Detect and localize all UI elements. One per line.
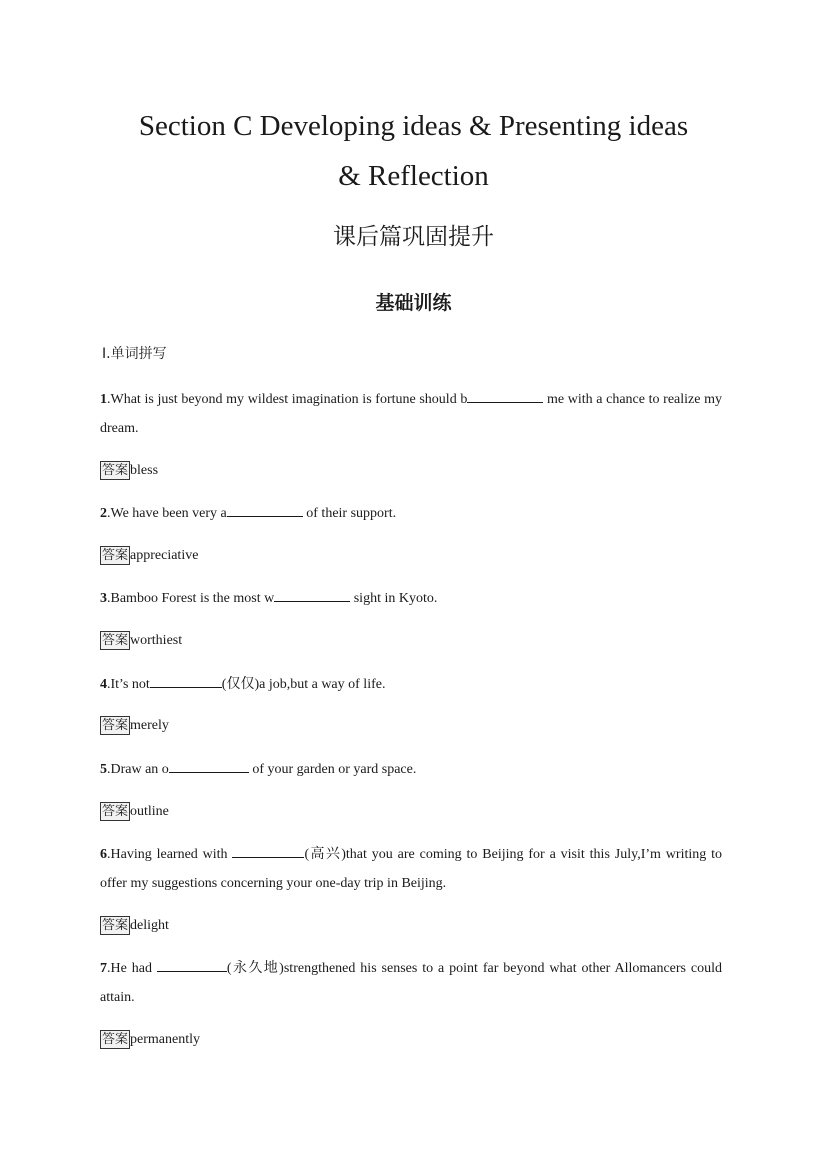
answer-blank[interactable] xyxy=(157,957,227,972)
answer-blank[interactable] xyxy=(232,843,304,858)
question-text-post: of their support. xyxy=(302,506,397,521)
answer-tag: 答案 xyxy=(102,804,129,819)
answer-blank[interactable] xyxy=(227,502,303,517)
question-text-post: of your garden or yard space. xyxy=(248,762,417,777)
answer-tag: 答案 xyxy=(102,1032,129,1047)
question-text-post: me with a chance to realize my dream. xyxy=(100,392,722,436)
answer-blank[interactable] xyxy=(274,587,350,602)
answer-text: bless xyxy=(130,463,159,478)
question-text-pre: Bamboo Forest is the most w xyxy=(110,591,275,606)
question-hint: (永久地) xyxy=(226,961,284,976)
question-text-pre: We have been very a xyxy=(110,506,227,521)
question-text-pre: He had xyxy=(110,961,157,976)
answer-tag: 答案 xyxy=(102,548,129,563)
question-3: 3.Bamboo Forest is the most w sight in Kyoto. xyxy=(100,584,722,613)
question-number: 3 xyxy=(100,591,107,606)
answer-tag: 答案 xyxy=(102,718,129,733)
answer-blank[interactable] xyxy=(150,673,222,688)
question-hint: (高兴) xyxy=(304,847,346,862)
answer-tag: 答案 xyxy=(102,918,129,933)
answer-5 xyxy=(100,802,169,821)
question-7: 7.He had (永久地)strengthened his senses to a point far beyond what other Allomancers could attain. xyxy=(100,954,722,1012)
question-number: 4 xyxy=(100,677,107,692)
question-text-post: strengthened his senses to a point far beyond what other Allomancers could attain. xyxy=(100,961,723,1005)
question-text-pre: Draw an o xyxy=(110,762,169,777)
answer-tag: 答案 xyxy=(102,463,129,478)
answer-3 xyxy=(100,631,182,650)
answer-text: permanently xyxy=(130,1032,200,1047)
question-number: 1 xyxy=(100,392,107,407)
title-line-1: Section C Developing ideas & Presenting ideas xyxy=(138,110,689,142)
question-text-post: a job,but a way of life. xyxy=(259,677,386,692)
question-5: 5.Draw an o of your garden or yard space. xyxy=(100,755,722,784)
question-4: 4.It’s not (仅仅)a job,but a way of life. xyxy=(100,670,722,699)
question-number: 2 xyxy=(100,506,107,521)
answer-text: worthiest xyxy=(130,633,183,648)
answer-text: merely xyxy=(130,718,169,733)
subtitle: 课后篇巩固提升 xyxy=(333,224,494,250)
title-line-2: & Reflection xyxy=(338,160,489,192)
answer-blank[interactable] xyxy=(467,388,543,403)
question-text-pre: It’s not xyxy=(110,677,150,692)
answer-text: appreciative xyxy=(130,548,199,563)
section-heading: 基础训练 xyxy=(375,292,452,314)
question-text-pre: Having learned with xyxy=(110,847,233,862)
question-number: 7 xyxy=(100,961,107,976)
answer-text: outline xyxy=(130,804,169,819)
question-hint: (仅仅) xyxy=(221,677,260,692)
question-number: 5 xyxy=(100,762,107,777)
answer-4 xyxy=(100,716,169,735)
section-label: Ⅰ.单词拼写 xyxy=(102,346,167,362)
question-1: 1.What is just beyond my wildest imagination is fortune should b me with a chance to realize my dream. xyxy=(100,385,722,443)
question-text-post: that you are coming to Beijing for a visit this July,I’m writing to offer my suggestions concerning your one-day trip in Beijing. xyxy=(100,847,723,891)
answer-6 xyxy=(100,916,169,935)
answer-tag: 答案 xyxy=(102,633,129,648)
question-text-pre: What is just beyond my wildest imagination is fortune should b xyxy=(110,392,468,407)
answer-7 xyxy=(100,1030,200,1049)
question-2: 2.We have been very a of their support. xyxy=(100,499,722,528)
answer-text: delight xyxy=(130,918,169,933)
question-number: 6 xyxy=(100,847,107,862)
question-6: 6.Having learned with (高兴)that you are coming to Beijing for a visit this July,I’m writing to offer my suggestions concerning your one-day trip in Beijing. xyxy=(100,840,722,898)
answer-2 xyxy=(100,546,198,565)
answer-1 xyxy=(100,461,158,480)
question-text-post: sight in Kyoto. xyxy=(350,591,438,606)
answer-blank[interactable] xyxy=(169,758,249,773)
